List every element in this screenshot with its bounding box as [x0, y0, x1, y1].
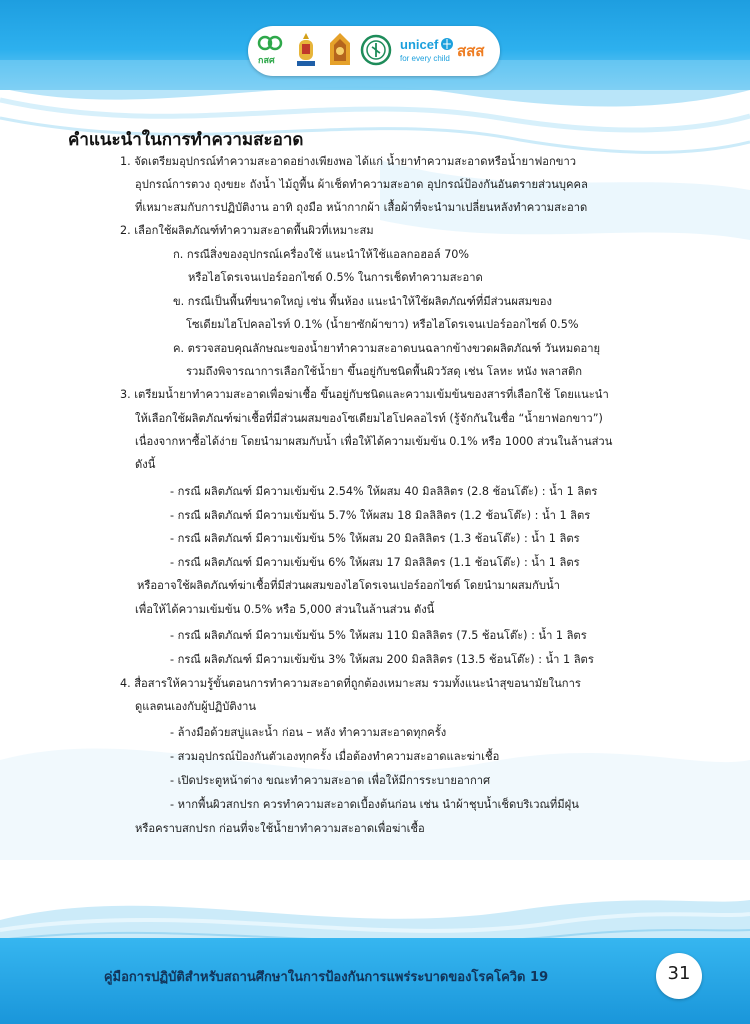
body-line: ข. กรณีเป็นพื้นที่ขนาดใหญ่ เช่น พื้นห้อง แนะนำให้ใช้ผลิตภัณฑ์ที่มีส่วนผสมของ	[173, 295, 552, 308]
body-line: เนื่องจากหาซื้อได้ง่าย โดยนำมาผสมกับน้ำ เพื่อให้ได้ความเข้มข้น 0.1% หรือ 1000 ส่วนในล้านส่วน	[135, 435, 613, 448]
unicef-tagline: for every child	[400, 54, 450, 63]
body-line: 2. เลือกใช้ผลิตภัณฑ์ทำความสะอาดพื้นผิวที่เหมาะสม	[120, 224, 374, 237]
royal-emblem-icon	[293, 31, 319, 71]
body-line: - กรณี ผลิตภัณฑ์ มีความเข้มข้น 5% ให้ผสม 20 มิลลิลิตร (1.3 ช้อนโต๊ะ) : น้ำ 1 ลิตร	[170, 532, 580, 545]
body-line: ที่เหมาะสมกับการปฏิบัติงาน อาทิ ถุงมือ หน้ากากผ้า เสื้อผ้าที่จะนำมาเปลี่ยนหลังทำความสะอาด	[135, 201, 588, 214]
body-line: รวมถึงพิจารณาการเลือกใช้น้ำยา ขึ้นอยู่กับชนิดพื้นผิววัสดุ เช่น โลหะ หนัง พลาสติก	[186, 365, 582, 378]
body-line: - กรณี ผลิตภัณฑ์ มีความเข้มข้น 5.7% ให้ผสม 18 มิลลิลิตร (1.2 ช้อนโต๊ะ) : น้ำ 1 ลิตร	[170, 509, 591, 522]
unicef-globe-icon	[440, 37, 454, 51]
body-line: - สวมอุปกรณ์ป้องกันตัวเองทุกครั้ง เมื่อต้องทำความสะอาดและฆ่าเชื้อ	[170, 750, 500, 763]
body-line: ให้เลือกใช้ผลิตภัณฑ์ฆ่าเชื้อที่มีส่วนผสมของโซเดียมไฮโปคลอไรท์ (รู้จักกันในชื่อ “น้ำยาฟอกขาว”)	[135, 412, 603, 425]
body-line: - กรณี ผลิตภัณฑ์ มีความเข้มข้น 2.54% ให้ผสม 40 มิลลิลิตร (2.8 ช้อนโต๊ะ) : น้ำ 1 ลิตร	[170, 485, 598, 498]
body-line: เพื่อให้ได้ความเข้มข้น 0.5% หรือ 5,000 ส่วนในล้านส่วน ดังนี้	[135, 603, 435, 616]
body-line: 3. เตรียมน้ำยาทำความสะอาดเพื่อฆ่าเชื้อ ขึ้นอยู่กับชนิดและความเข้มข้นของสารที่เลือกใช้ โดยแนะนำ	[120, 388, 609, 401]
unicef-logo-text: unicef	[400, 37, 439, 52]
body-line: ดูแลตนเองกับผู้ปฏิบัติงาน	[135, 700, 257, 713]
body-line: โซเดียมไฮโปคลอไรท์ 0.1% (น้ำยาซักผ้าขาว) หรือไฮโดรเจนเปอร์ออกไซด์ 0.5%	[186, 318, 579, 331]
tea-logo-text: กสศ	[258, 55, 275, 65]
footer-title: คู่มือการปฏิบัติสำหรับสถานศึกษาในการป้องกันการแพร่ระบาดของโรคโควิด 19	[103, 970, 549, 985]
body-line: - กรณี ผลิตภัณฑ์ มีความเข้มข้น 5% ให้ผสม 110 มิลลิลิตร (7.5 ช้อนโต๊ะ) : น้ำ 1 ลิตร	[170, 629, 587, 642]
body-line: - กรณี ผลิตภัณฑ์ มีความเข้มข้น 3% ให้ผสม 200 มิลลิลิตร (13.5 ช้อนโต๊ะ) : น้ำ 1 ลิตร	[170, 653, 594, 666]
body-line: - หากพื้นผิวสกปรก ควรทำความสะอาดเบื้องต้นก่อน เช่น นำผ้าชุบน้ำเช็ดบริเวณที่มีฝุ่น	[170, 798, 579, 811]
body-line: หรืออาจใช้ผลิตภัณฑ์ฆ่าเชื้อที่มีส่วนผสมของไฮโดรเจนเปอร์ออกไซด์ โดยนำมาผสมกับน้ำ	[137, 579, 560, 592]
body-line: - เปิดประตูหน้าต่าง ขณะทำความสะอาด เพื่อให้มีการระบายอากาศ	[170, 774, 491, 787]
health-ministry-seal-icon	[360, 34, 392, 66]
body-line: 4. สื่อสารให้ความรู้ขั้นตอนการทำความสะอาดที่ถูกต้องเหมาะสม รวมทั้งแนะนำสุขอนามัยในการ	[120, 677, 581, 690]
body-line: ดังนี้	[135, 458, 156, 471]
body-line: ค. ตรวจสอบคุณลักษณะของน้ำยาทำความสะอาดบนฉลากข้างขวดผลิตภัณฑ์ วันหมดอายุ	[173, 342, 601, 355]
page-number: 31	[667, 963, 691, 984]
thaihealth-logo-text: สสส	[457, 43, 485, 60]
body-line: - กรณี ผลิตภัณฑ์ มีความเข้มข้น 6% ให้ผสม 17 มิลลิลิตร (1.1 ช้อนโต๊ะ) : น้ำ 1 ลิตร	[170, 556, 580, 569]
body-line: 1. จัดเตรียมอุปกรณ์ทำความสะอาดอย่างเพียงพอ ได้แก่ น้ำยาทำความสะอาดหรือน้ำยาฟอกขาว	[120, 155, 577, 168]
body-line: หรือไฮโดรเจนเปอร์ออกไซด์ 0.5% ในการเช็ดทำความสะอาด	[188, 271, 483, 284]
body-line: - ล้างมือด้วยสบู่และน้ำ ก่อน – หลัง ทำความสะอาดทุกครั้ง	[170, 726, 447, 739]
ministry-emblem-icon	[327, 31, 353, 71]
section-heading: คำแนะนำในการทำความสะอาด	[68, 130, 304, 150]
body-line: อุปกรณ์การตวง ถุงขยะ ถังน้ำ ไม้ถูพื้น ผ้าเช็ดทำความสะอาด อุปกรณ์ป้องกันอันตรายส่วนบุคคล	[135, 178, 588, 191]
body-line: หรือคราบสกปรก ก่อนที่จะใช้น้ำยาทำความสะอาดเพื่อฆ่าเชื้อ	[135, 822, 425, 835]
body-line: ก. กรณีสิ่งของอุปกรณ์เครื่องใช้ แนะนำให้ใช้แอลกอฮอล์ 70%	[173, 248, 470, 261]
